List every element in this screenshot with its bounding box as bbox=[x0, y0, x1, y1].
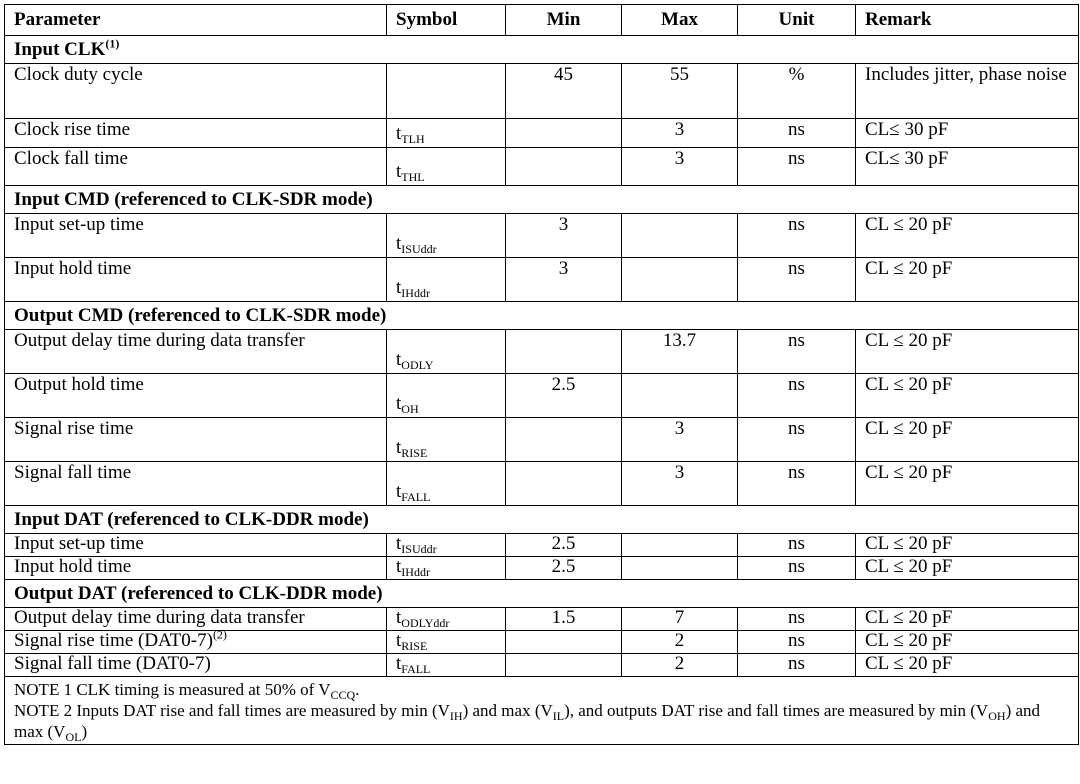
cell-parameter bbox=[5, 214, 387, 258]
cell-unit: ns bbox=[738, 557, 856, 580]
cell-remark: CL≤ 30 pF bbox=[856, 148, 1079, 186]
table-row bbox=[5, 608, 1079, 631]
cell-max bbox=[622, 258, 738, 302]
cell-max: 2 bbox=[622, 631, 738, 654]
parameter-text: Clock rise time bbox=[14, 119, 131, 140]
table-row bbox=[5, 119, 1079, 148]
cell-max: 2 bbox=[622, 654, 738, 677]
header-remark: Remark bbox=[856, 5, 1079, 36]
symbol-subscript: IHddr bbox=[401, 286, 430, 300]
cell-remark: Includes jitter, phase noise bbox=[856, 64, 1079, 119]
cell-remark: CL ≤ 20 pF bbox=[856, 654, 1079, 677]
cell-parameter bbox=[5, 119, 387, 148]
parameter-text: Input set-up time bbox=[14, 214, 144, 235]
symbol-base: t bbox=[396, 630, 402, 651]
parameter-text: Input hold time bbox=[14, 258, 132, 279]
cell-max: 55 bbox=[622, 64, 738, 119]
cell-unit: ns bbox=[738, 374, 856, 418]
symbol-base: t bbox=[396, 233, 402, 254]
cell-parameter bbox=[5, 534, 387, 557]
cell-max bbox=[622, 374, 738, 418]
cell-parameter bbox=[5, 64, 387, 119]
cell-min: 45 bbox=[506, 64, 622, 119]
cell-unit: ns bbox=[738, 330, 856, 374]
cell-min bbox=[506, 631, 622, 654]
cell-min: 2.5 bbox=[506, 557, 622, 580]
parameter-text: Output hold time bbox=[14, 374, 144, 395]
parameter-text: Signal rise time (DAT0-7) bbox=[14, 630, 213, 651]
parameter-text: Clock duty cycle bbox=[14, 64, 143, 85]
symbol-base: t bbox=[396, 437, 402, 458]
cell-max: 13.7 bbox=[622, 330, 738, 374]
parameter-text: Signal fall time (DAT0-7) bbox=[14, 653, 211, 674]
cell-symbol bbox=[387, 608, 506, 631]
cell-remark: CL ≤ 20 pF bbox=[856, 631, 1079, 654]
footnote-marker: (2) bbox=[212, 627, 227, 642]
cell-symbol bbox=[387, 654, 506, 677]
cell-symbol bbox=[387, 330, 506, 374]
cell-symbol bbox=[387, 462, 506, 506]
section-header-row bbox=[5, 302, 1079, 330]
parameter-text: Signal fall time bbox=[14, 462, 132, 483]
cell-max: 3 bbox=[622, 148, 738, 186]
cell-min bbox=[506, 119, 622, 148]
symbol-base: t bbox=[396, 349, 402, 370]
symbol-subscript: THL bbox=[401, 170, 425, 184]
timing-table-container bbox=[4, 4, 1078, 745]
cell-max bbox=[622, 557, 738, 580]
header-max: Max bbox=[622, 5, 738, 36]
table-row bbox=[5, 534, 1079, 557]
cell-symbol bbox=[387, 119, 506, 148]
header-symbol: Symbol bbox=[387, 5, 506, 36]
cell-unit: ns bbox=[738, 119, 856, 148]
symbol-base: t bbox=[396, 556, 402, 577]
symbol-base: t bbox=[396, 277, 402, 298]
section-title-text: Input DAT (referenced to CLK-DDR mode) bbox=[14, 508, 369, 530]
cell-remark: CL ≤ 20 pF bbox=[856, 418, 1079, 462]
symbol-subscript: ISUddr bbox=[401, 542, 437, 556]
cell-remark: CL ≤ 20 pF bbox=[856, 374, 1079, 418]
section-title-text: Input CLK bbox=[14, 38, 106, 60]
cell-min: 1.5 bbox=[506, 608, 622, 631]
symbol-subscript: ISUddr bbox=[401, 242, 437, 256]
symbol-subscript: OH bbox=[401, 402, 419, 416]
table-body bbox=[5, 36, 1079, 677]
section-title-text: Output DAT (referenced to CLK-DDR mode) bbox=[14, 582, 383, 604]
cell-max: 3 bbox=[622, 418, 738, 462]
cell-parameter bbox=[5, 148, 387, 186]
cell-unit: ns bbox=[738, 214, 856, 258]
section-title bbox=[5, 302, 1079, 330]
cell-parameter bbox=[5, 374, 387, 418]
table-row bbox=[5, 148, 1079, 186]
cell-unit: % bbox=[738, 64, 856, 119]
table-row bbox=[5, 330, 1079, 374]
symbol-base: t bbox=[396, 161, 402, 182]
table-row bbox=[5, 214, 1079, 258]
table-row bbox=[5, 557, 1079, 580]
table-row bbox=[5, 654, 1079, 677]
symbol-base: t bbox=[396, 393, 402, 414]
section-title-text: Output CMD (referenced to CLK-SDR mode) bbox=[14, 304, 387, 326]
cell-min: 3 bbox=[506, 258, 622, 302]
section-title bbox=[5, 186, 1079, 214]
table-row bbox=[5, 631, 1079, 654]
cell-min bbox=[506, 462, 622, 506]
cell-max: 3 bbox=[622, 119, 738, 148]
table-row bbox=[5, 64, 1079, 119]
section-title bbox=[5, 580, 1079, 608]
cell-symbol bbox=[387, 418, 506, 462]
cell-max: 3 bbox=[622, 462, 738, 506]
timing-parameters-table bbox=[4, 4, 1079, 745]
symbol-subscript: TLH bbox=[401, 132, 425, 146]
cell-parameter bbox=[5, 627, 387, 654]
parameter-text: Output delay time during data transfer bbox=[14, 330, 305, 351]
cell-parameter bbox=[5, 462, 387, 506]
section-header-row bbox=[5, 506, 1079, 534]
cell-unit: ns bbox=[738, 654, 856, 677]
cell-remark: CL ≤ 20 pF bbox=[856, 608, 1079, 631]
cell-max bbox=[622, 214, 738, 258]
symbol-subscript: FALL bbox=[401, 662, 431, 676]
symbol-subscript: FALL bbox=[401, 490, 431, 504]
cell-remark: CL≤ 30 pF bbox=[856, 119, 1079, 148]
cell-parameter bbox=[5, 330, 387, 374]
cell-unit: ns bbox=[738, 534, 856, 557]
cell-unit: ns bbox=[738, 608, 856, 631]
symbol-subscript: RISE bbox=[401, 446, 428, 460]
cell-remark: CL ≤ 20 pF bbox=[856, 557, 1079, 580]
cell-remark: CL ≤ 20 pF bbox=[856, 534, 1079, 557]
symbol-base: t bbox=[396, 481, 402, 502]
cell-min: 3 bbox=[506, 214, 622, 258]
cell-parameter bbox=[5, 418, 387, 462]
parameter-text: Input set-up time bbox=[14, 533, 144, 554]
header-parameter: Parameter bbox=[5, 5, 387, 36]
parameter-text: Clock fall time bbox=[14, 148, 128, 169]
table-notes bbox=[5, 677, 1079, 745]
cell-unit: ns bbox=[738, 418, 856, 462]
symbol-base: t bbox=[396, 607, 402, 628]
cell-min bbox=[506, 418, 622, 462]
cell-min bbox=[506, 148, 622, 186]
cell-parameter bbox=[5, 258, 387, 302]
symbol-base: t bbox=[396, 533, 402, 554]
section-title-text: Input CMD (referenced to CLK-SDR mode) bbox=[14, 188, 373, 210]
section-header-row bbox=[5, 186, 1079, 214]
cell-max bbox=[622, 534, 738, 557]
cell-remark: CL ≤ 20 pF bbox=[856, 214, 1079, 258]
cell-symbol bbox=[387, 258, 506, 302]
cell-remark: CL ≤ 20 pF bbox=[856, 258, 1079, 302]
cell-min bbox=[506, 330, 622, 374]
cell-unit: ns bbox=[738, 148, 856, 186]
cell-min: 2.5 bbox=[506, 534, 622, 557]
table-header-row bbox=[5, 5, 1079, 36]
table-row bbox=[5, 462, 1079, 506]
table-row bbox=[5, 374, 1079, 418]
parameter-text: Signal rise time bbox=[14, 418, 134, 439]
cell-remark: CL ≤ 20 pF bbox=[856, 462, 1079, 506]
cell-symbol bbox=[387, 64, 506, 119]
symbol-subscript: ODLY bbox=[401, 358, 434, 372]
symbol-base: t bbox=[396, 123, 402, 144]
cell-symbol bbox=[387, 557, 506, 580]
symbol-subscript: ODLYddr bbox=[401, 616, 450, 630]
cell-min bbox=[506, 654, 622, 677]
cell-parameter bbox=[5, 608, 387, 631]
cell-parameter bbox=[5, 654, 387, 677]
cell-min: 2.5 bbox=[506, 374, 622, 418]
cell-unit: ns bbox=[738, 258, 856, 302]
symbol-base: t bbox=[396, 653, 402, 674]
parameter-text: Input hold time bbox=[14, 556, 132, 577]
cell-symbol bbox=[387, 214, 506, 258]
symbol-subscript: IHddr bbox=[401, 565, 430, 579]
cell-remark: CL ≤ 20 pF bbox=[856, 330, 1079, 374]
note-2: NOTE 2 Inputs DAT rise and fall times are measured by $\min (V_{IH})$ and $\max (V_{IL})$, and outputs DAT rise and fall times are measured by $\min (V_{OH})$ and $\max (V_{OL})$ bbox=[14, 701, 1041, 744]
section-title bbox=[5, 36, 1079, 64]
cell-symbol bbox=[387, 631, 506, 654]
cell-unit: ns bbox=[738, 631, 856, 654]
table-row bbox=[5, 418, 1079, 462]
section-title bbox=[5, 506, 1079, 534]
section-header-row bbox=[5, 580, 1079, 608]
footnote-marker: (1) bbox=[105, 36, 120, 51]
cell-symbol bbox=[387, 534, 506, 557]
cell-symbol bbox=[387, 148, 506, 186]
parameter-text: Output delay time during data transfer bbox=[14, 607, 305, 628]
note-1: NOTE 1 CLK timing is measured at 50% of $V_{CCQ}$. bbox=[14, 680, 360, 702]
table-row bbox=[5, 258, 1079, 302]
header-unit: Unit bbox=[738, 5, 856, 36]
cell-symbol bbox=[387, 374, 506, 418]
symbol-subscript: RISE bbox=[401, 639, 428, 653]
cell-parameter bbox=[5, 557, 387, 580]
cell-max: 7 bbox=[622, 608, 738, 631]
section-header-row bbox=[5, 36, 1079, 64]
header-min: Min bbox=[506, 5, 622, 36]
cell-unit: ns bbox=[738, 462, 856, 506]
notes-row bbox=[5, 677, 1079, 745]
